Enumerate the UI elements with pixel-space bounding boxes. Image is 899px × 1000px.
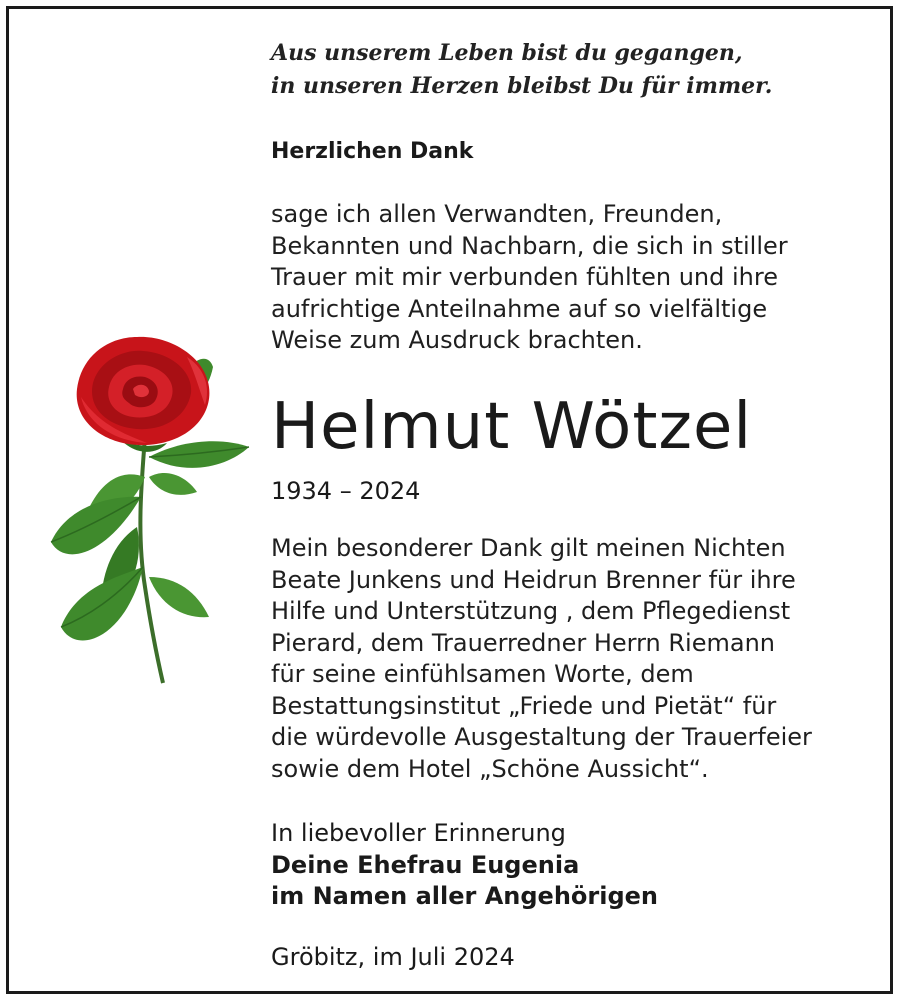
text-line: Hilfe und Unterstützung , dem Pflegedienst <box>271 597 791 625</box>
place-date: Gröbitz, im Juli 2024 <box>271 943 515 971</box>
motto-line: Aus unserem Leben bist du gegangen, <box>271 40 743 66</box>
text-line: Beate Junkens und Heidrun Brenner für ihre <box>271 565 796 594</box>
text-line: Trauer mit mir verbunden fühlten und ihre <box>271 263 778 291</box>
text-line: Bestattungsinstitut „Friede und Pietät“ für <box>271 691 777 720</box>
text-line: sage ich allen Verwandten, Freunden, <box>271 200 723 228</box>
deceased-name: Helmut Wötzel <box>271 390 753 464</box>
closing-line: In liebevoller Erinnerung <box>271 819 566 847</box>
signature-line: im Namen aller Angehörigen <box>271 882 659 910</box>
text-line: für seine einfühlsamen Worte, dem <box>271 660 694 688</box>
rose-illustration <box>37 327 257 689</box>
motto-verse <box>271 37 772 103</box>
text-line: Bekannten und Nachbarn, die sich in stiller <box>271 231 788 260</box>
motto-line: in unseren Herzen bleibst Du für immer. <box>271 73 773 99</box>
text-line: die würdevolle Ausgestaltung der Trauerfeier <box>271 723 812 751</box>
thanks-paragraph <box>271 533 812 785</box>
text-line: Mein besonderer Dank gilt meinen Nichten <box>271 534 786 562</box>
text-line: sowie dem Hotel „Schöne Aussicht“. <box>271 754 709 783</box>
intro-paragraph <box>271 199 788 357</box>
notice-frame <box>6 6 893 994</box>
life-dates: 1934 – 2024 <box>271 477 421 505</box>
closing-block <box>271 818 658 913</box>
signature-line: Deine Ehefrau Eugenia <box>271 850 580 879</box>
thanks-heading: Herzlichen Dank <box>271 139 474 164</box>
text-line: Weise zum Ausdruck brachten. <box>271 326 643 354</box>
text-line: Pierard, dem Trauerredner Herrn Riemann <box>271 628 775 657</box>
text-line: aufrichtige Anteilnahme auf so vielfältige <box>271 294 768 323</box>
